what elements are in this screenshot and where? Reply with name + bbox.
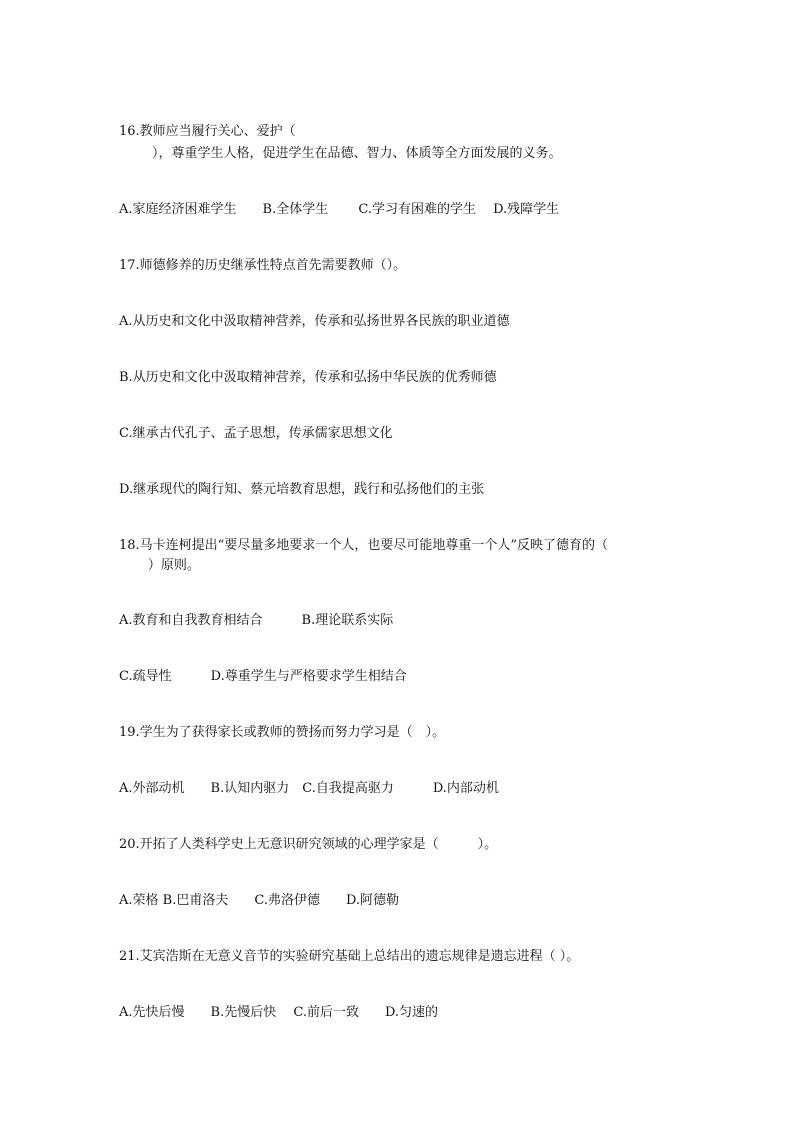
question-16-options: A.家庭经济困难学生 B.全体学生 C.学习有困难的学生 D.残障学生 <box>119 202 560 217</box>
question-21-options: A.先快后慢 B.先慢后快 C.前后一致 D.匀速的 <box>119 1005 439 1020</box>
question-17-option-b: B.从历史和文化中汲取精神营养，传承和弘扬中华民族的优秀师德 <box>119 370 497 385</box>
question-16-stem: 16.教师应当履行关心、爱护（ <box>119 124 296 139</box>
question-20-stem: 20.开拓了人类科学史上无意识研究领域的心理学家是（ ）。 <box>119 837 498 852</box>
question-18-options-cd: C.疏导性 D.尊重学生与严格要求学生相结合 <box>119 669 407 684</box>
question-17-option-c: C.继承古代孔子、孟子思想，传承儒家思想文化 <box>119 426 393 441</box>
question-18-stem: 18.马卡连柯提出“要尽量多地要求一个人，也要尽可能地尊重一个人”反映了德育的（ <box>119 538 608 553</box>
question-19-stem: 19.学生为了获得家长或教师的赞扬而努力学习是（ ）。 <box>119 725 446 740</box>
question-19-options: A.外部动机 B.认知内驱力 C.自我提高驱力 D.内部动机 <box>119 781 499 796</box>
question-17-option-a: A.从历史和文化中汲取精神营养，传承和弘扬世界各民族的职业道德 <box>119 314 510 329</box>
question-21-stem: 21.艾宾浩斯在无意义音节的实验研究基础上总结出的遗忘规律是遗忘进程（ ）。 <box>119 949 580 964</box>
question-17-stem: 17.师德修养的历史继承性特点首先需要教师（）。 <box>119 258 407 273</box>
question-17-option-d: D.继承现代的陶行知、蔡元培教育思想，践行和弘扬他们的主张 <box>119 482 485 497</box>
question-16-stem-continued: ），尊重学生人格，促进学生在品德、智力、体质等全方面发展的义务。 <box>119 146 562 161</box>
question-18-stem-continued: ）原则。 <box>119 558 200 573</box>
question-20-options: A.荣格 B.巴甫洛夫 C.弗洛伊德 D.阿德勒 <box>119 893 400 908</box>
question-18-options-ab: A.教育和自我教育相结合 B.理论联系实际 <box>119 613 394 628</box>
